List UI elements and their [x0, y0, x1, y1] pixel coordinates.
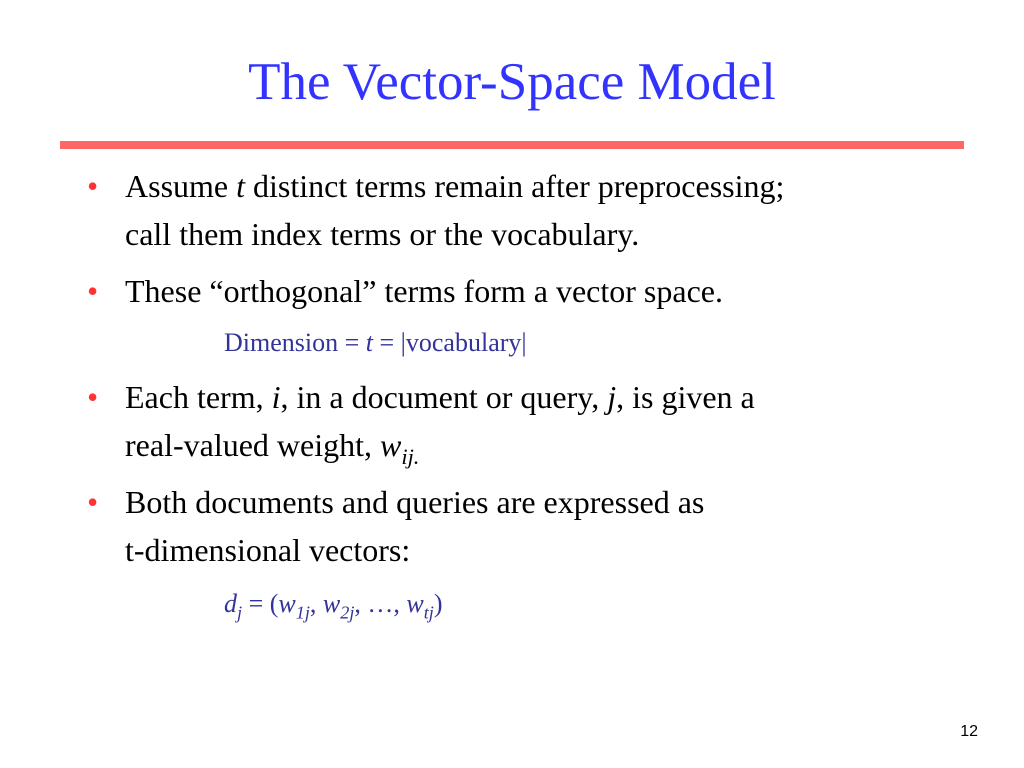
bullet-marker: •: [87, 273, 99, 309]
subscript: 2j: [340, 602, 355, 623]
variable-t: t: [365, 328, 374, 357]
variable-t: t: [236, 168, 245, 204]
bullet-marker: •: [87, 484, 99, 520]
variable-w: w: [380, 427, 402, 463]
subscript-ij: ij.: [401, 443, 420, 469]
text-run: Each term,: [125, 379, 272, 415]
variable-w: w: [406, 589, 424, 618]
variable-w: w: [278, 589, 296, 618]
bullet-4-line-1: Both documents and queries are expressed as: [125, 484, 705, 520]
bullet-1-line-1: [125, 162, 784, 210]
bullet-marker: •: [87, 379, 99, 415]
dimension-formula: [224, 327, 527, 359]
text-run: , is given a: [616, 379, 755, 415]
formula-text: ,: [309, 589, 323, 618]
bullet-marker: •: [87, 168, 99, 204]
text-run: Assume: [125, 168, 237, 204]
variable-w: w: [322, 589, 341, 618]
subscript: 1j: [295, 602, 310, 623]
title-divider: [60, 141, 964, 149]
text-run: , in a document or query,: [280, 379, 608, 415]
text-run: real-valued weight,: [125, 427, 380, 463]
formula-text: = |vocabulary|: [373, 328, 527, 357]
formula-text: , …,: [354, 589, 407, 618]
variable-d: d: [224, 589, 237, 618]
bullet-1-line-2: call them index terms or the vocabulary.: [125, 216, 640, 252]
vector-formula: [224, 588, 443, 623]
page-number: 12: [960, 723, 978, 740]
bullet-3-line-2: [125, 421, 419, 469]
bullet-4-line-2: t-dimensional vectors:: [125, 532, 411, 568]
text-run: distinct terms remain after preprocessing;: [245, 168, 785, 204]
slide-title: The Vector-Space Model: [248, 53, 776, 111]
variable-i: i: [271, 379, 281, 415]
bullet-3-line-1: [125, 373, 755, 421]
subscript: j: [237, 602, 243, 623]
formula-text: ): [433, 589, 443, 618]
variable-j: j: [607, 379, 617, 415]
bullet-2-line-1: These “orthogonal” terms form a vector space.: [125, 273, 723, 309]
formula-text: = (: [242, 589, 279, 618]
subscript: tj: [423, 602, 434, 623]
formula-text: Dimension =: [224, 328, 366, 357]
